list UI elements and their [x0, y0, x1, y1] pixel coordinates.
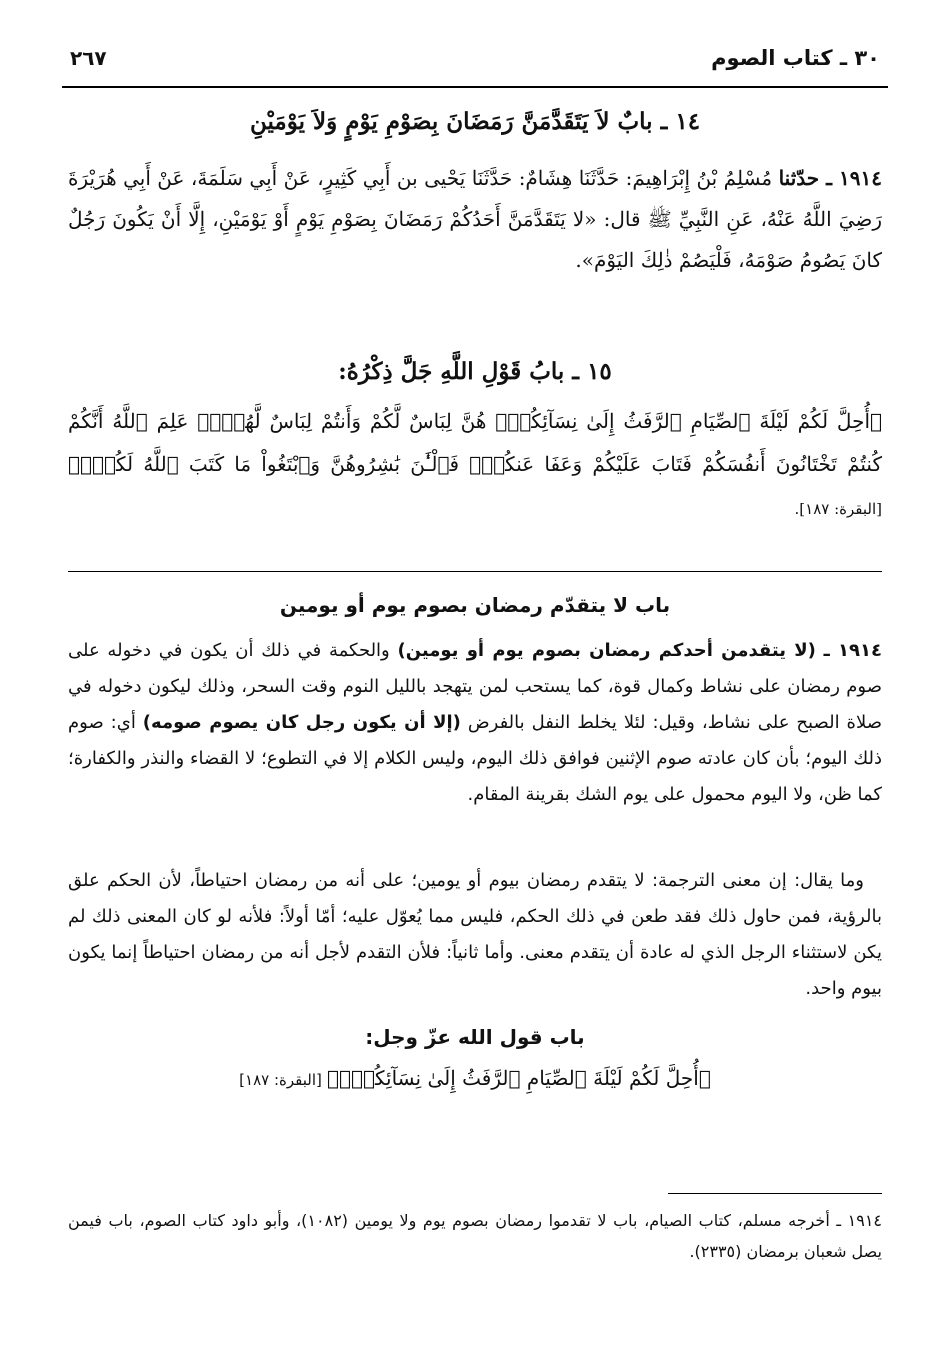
verse-text: ﴿أُحِلَّ لَكُمْ لَيْلَةَ ٱلصِّيَامِ ٱلرَّفَثُ إِلَىٰ نِسَآئِكُمْۚ هُنَّ لِبَاسٌ لَّكُمْ وَأَنتُمْ لِبَاسٌ لَّهُنَّۗ عَلِمَ ٱللَّهُ أَنَّكُمْ كُنتُمْ تَخْتَانُونَ أَنفُسَكُمْ فَتَابَ عَلَيْكُمْ وَعَفَا عَنكُمْۖ فَٱلْـَٰٔنَ بَٰشِرُوهُنَّ وَٱبْتَغُواْ مَا كَتَبَ ٱللَّهُ لَكُمْۚ﴾	[68, 409, 883, 476]
hadith-matn: «لا يَتَقَدَّمَنَّ أَحَدُكُمْ رَمَضَانَ بِصَوْمِ يَوْمٍ أَوْ يَوْمَيْنِ، إِلَّا أَنْ يَكُونَ رَجُلٌ كانَ يَصُومُ صَوْمَهُ، فَلْيَصُمْ ذٰلِكَ اليَوْمَ».	[68, 207, 882, 272]
commentary-verse-text: ﴿أُحِلَّ لَكُمْ لَيْلَةَ ٱلصِّيَامِ ٱلرَّفَثُ إِلَىٰ نِسَآئِكُمْۚ﴾	[326, 1066, 711, 1090]
commentary-quote-2: (إلا أن يكون رجل كان يصوم صومه)	[142, 712, 461, 733]
hadith-number: ١٩١٤ ـ حدّثنا	[778, 166, 883, 190]
header-rule	[62, 86, 888, 88]
verse-reference: [البقرة: ١٨٧].	[794, 500, 882, 518]
page-header	[70, 38, 880, 78]
bab-14-title: ١٤ ـ بابٌ لاَ يَتَقَدَّمَنَّ رَمَضَانَ بِصَوْمِ يَوْمٍ وَلاَ يَوْمَيْنِ	[249, 108, 701, 135]
commentary-text-2: أي: صوم ذلك اليوم؛ بأن كان عادته صوم الإثنين فوافق ذلك اليوم، وليس الكلام إلا في التطوع؛ لا القضاء والنذر والكفارة؛ كما ظن، ولا اليوم محمول على يوم الشك بقرينة المقام.	[68, 712, 882, 805]
footnote-rule	[668, 1193, 882, 1194]
footnote: ١٩١٤ ـ أخرجه مسلم، كتاب الصيام، باب لا تقدموا رمضان بصوم يوم ولا يومين (١٠٨٢)، وأبو داود كتاب الصوم، باب فيمن يصل شعبان برمضان (٢٣٣٥).	[68, 1211, 882, 1261]
commentary-title-1: باب لا يتقدّم رمضان بصوم يوم أو يومين	[279, 593, 671, 617]
commentary-hadith-number: ١٩١٤ ـ	[823, 640, 882, 661]
hadith-1914	[68, 158, 882, 281]
commentary-paragraph-1	[68, 633, 882, 813]
chapter-title: ٣٠ ـ كتاب الصوم	[711, 46, 880, 70]
commentary-verse	[68, 1066, 882, 1090]
commentary-paragraph-2: وما يقال: إن معنى الترجمة: لا يتقدم رمضان بيوم أو يومين؛ على أنه من رمضان احتياطاً، لأن الحكم علق بالرؤية، فمن حاول ذلك فقد طعن في ذلك الحكم، فليس مما يُعوّل عليه؛ أمّا أولاً: فلأنه لو كان المعنى ذلك لم يكن لاستثناء الرجل الذي له عادة أن يتقدم معنى. وأما ثانياً: فلأن التقدم لأجل أنه من رمضان احتياطاً إنما يكون بيوم واحد.	[68, 870, 882, 999]
commentary-quote-1: (لا يتقدمن أحدكم رمضان بصوم يوم أو يومين)	[397, 640, 816, 661]
quran-verse	[68, 400, 882, 531]
commentary-text-1: والحكمة في ذلك أن يكون في دخوله على صوم رمضان على نشاط وكمال قوة، كما يستحب لمن يتهجد بالليل النوم وقت السحر، وذلك ليكون دخوله في صلاة الصبح على نشاط، وقيل: لئلا يخلط النفل بالفرض	[68, 640, 882, 733]
commentary-title-2: باب قول الله عزّ وجل:	[365, 1025, 585, 1049]
commentary-verse-reference: [البقرة: ١٨٧]	[239, 1071, 322, 1089]
hadith-isnad: مُسْلِمُ بْنُ إِبْرَاهِيمَ: حَدَّثَنَا هِشَامٌ: حَدَّثَنَا يَحْيى بن أَبِي كَثِيرٍ، عَنْ أَبِي سَلَمَةَ، عَنْ أَبِي هُرَيْرَةَ رَضِيَ اللَّهُ عَنْهُ، عَنِ النَّبِيِّ ﷺ قال:	[68, 166, 883, 231]
bab-15-title: ١٥ ـ بابُ قَوْلِ اللَّهِ جَلَّ ذِكْرُهُ:	[338, 358, 612, 385]
page-number: ٢٦٧	[70, 46, 107, 70]
text-commentary-separator	[68, 571, 882, 572]
